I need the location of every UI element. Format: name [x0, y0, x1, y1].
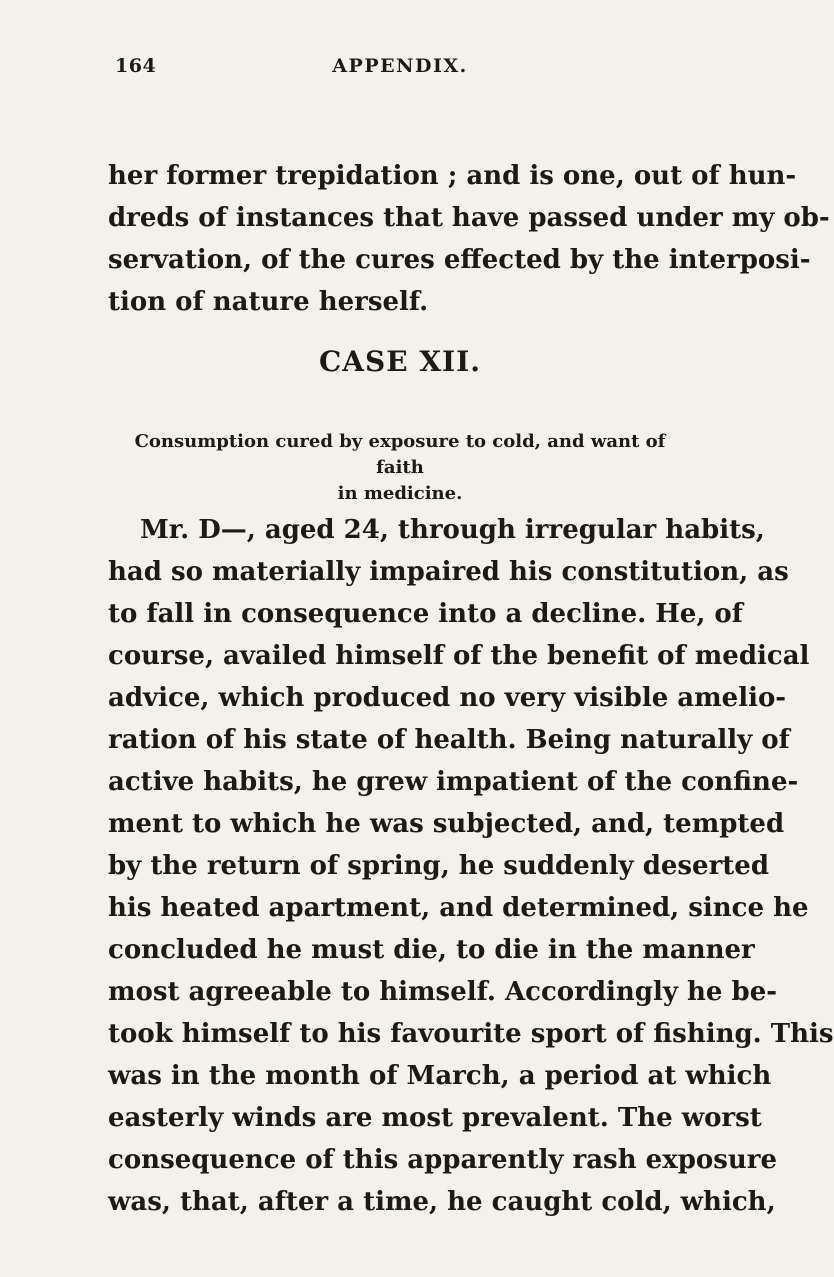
text-line: by the return of spring, he suddenly deserted	[108, 851, 770, 881]
case-paragraph	[108, 509, 834, 1223]
intro-paragraph	[108, 155, 830, 323]
text-line: active habits, he grew impatient of the confine-	[108, 767, 799, 797]
text-line: Mr. D—, aged 24, through irregular habits,	[140, 515, 765, 545]
text-line: his heated apartment, and determined, since he	[108, 893, 809, 923]
running-head-title: APPENDIX.	[332, 55, 468, 77]
text-line: consequence of this apparently rash exposure	[108, 1145, 777, 1175]
text-line: her former trepidation ; and is one, out of hun-	[108, 161, 797, 191]
text-line: to fall in consequence into a decline. He, of	[108, 599, 743, 629]
text-line: tion of nature herself.	[108, 287, 429, 317]
text-line: took himself to his favourite sport of fishing. This	[108, 1019, 834, 1049]
case-subtitle-line: in medicine.	[337, 483, 463, 504]
text-line: dreds of instances that have passed under my ob-	[108, 203, 830, 233]
case-heading: CASE XII.	[319, 345, 481, 378]
text-line: was in the month of March, a period at which	[108, 1061, 772, 1091]
running-head	[115, 55, 685, 85]
text-line: ment to which he was subjected, and, tempted	[108, 809, 785, 839]
text-line: servation, of the cures effected by the interposi-	[108, 245, 811, 275]
case-subtitle-line: Consumption cured by exposure to cold, and want of faith	[134, 431, 666, 478]
text-line: had so materially impaired his constitution, as	[108, 557, 789, 587]
text-line: course, availed himself of the benefit of medical	[108, 641, 810, 671]
text-line: ration of his state of health. Being naturally of	[108, 725, 790, 755]
page-number: 164	[115, 55, 157, 77]
text-line: easterly winds are most prevalent. The worst	[108, 1103, 762, 1133]
text-line: advice, which produced no very visible amelio-	[108, 683, 787, 713]
text-line: was, that, after a time, he caught cold, which,	[108, 1187, 776, 1217]
case-subtitle	[110, 429, 690, 507]
text-line: concluded he must die, to die in the manner	[108, 935, 755, 965]
text-line: most agreeable to himself. Accordingly he be-	[108, 977, 778, 1007]
